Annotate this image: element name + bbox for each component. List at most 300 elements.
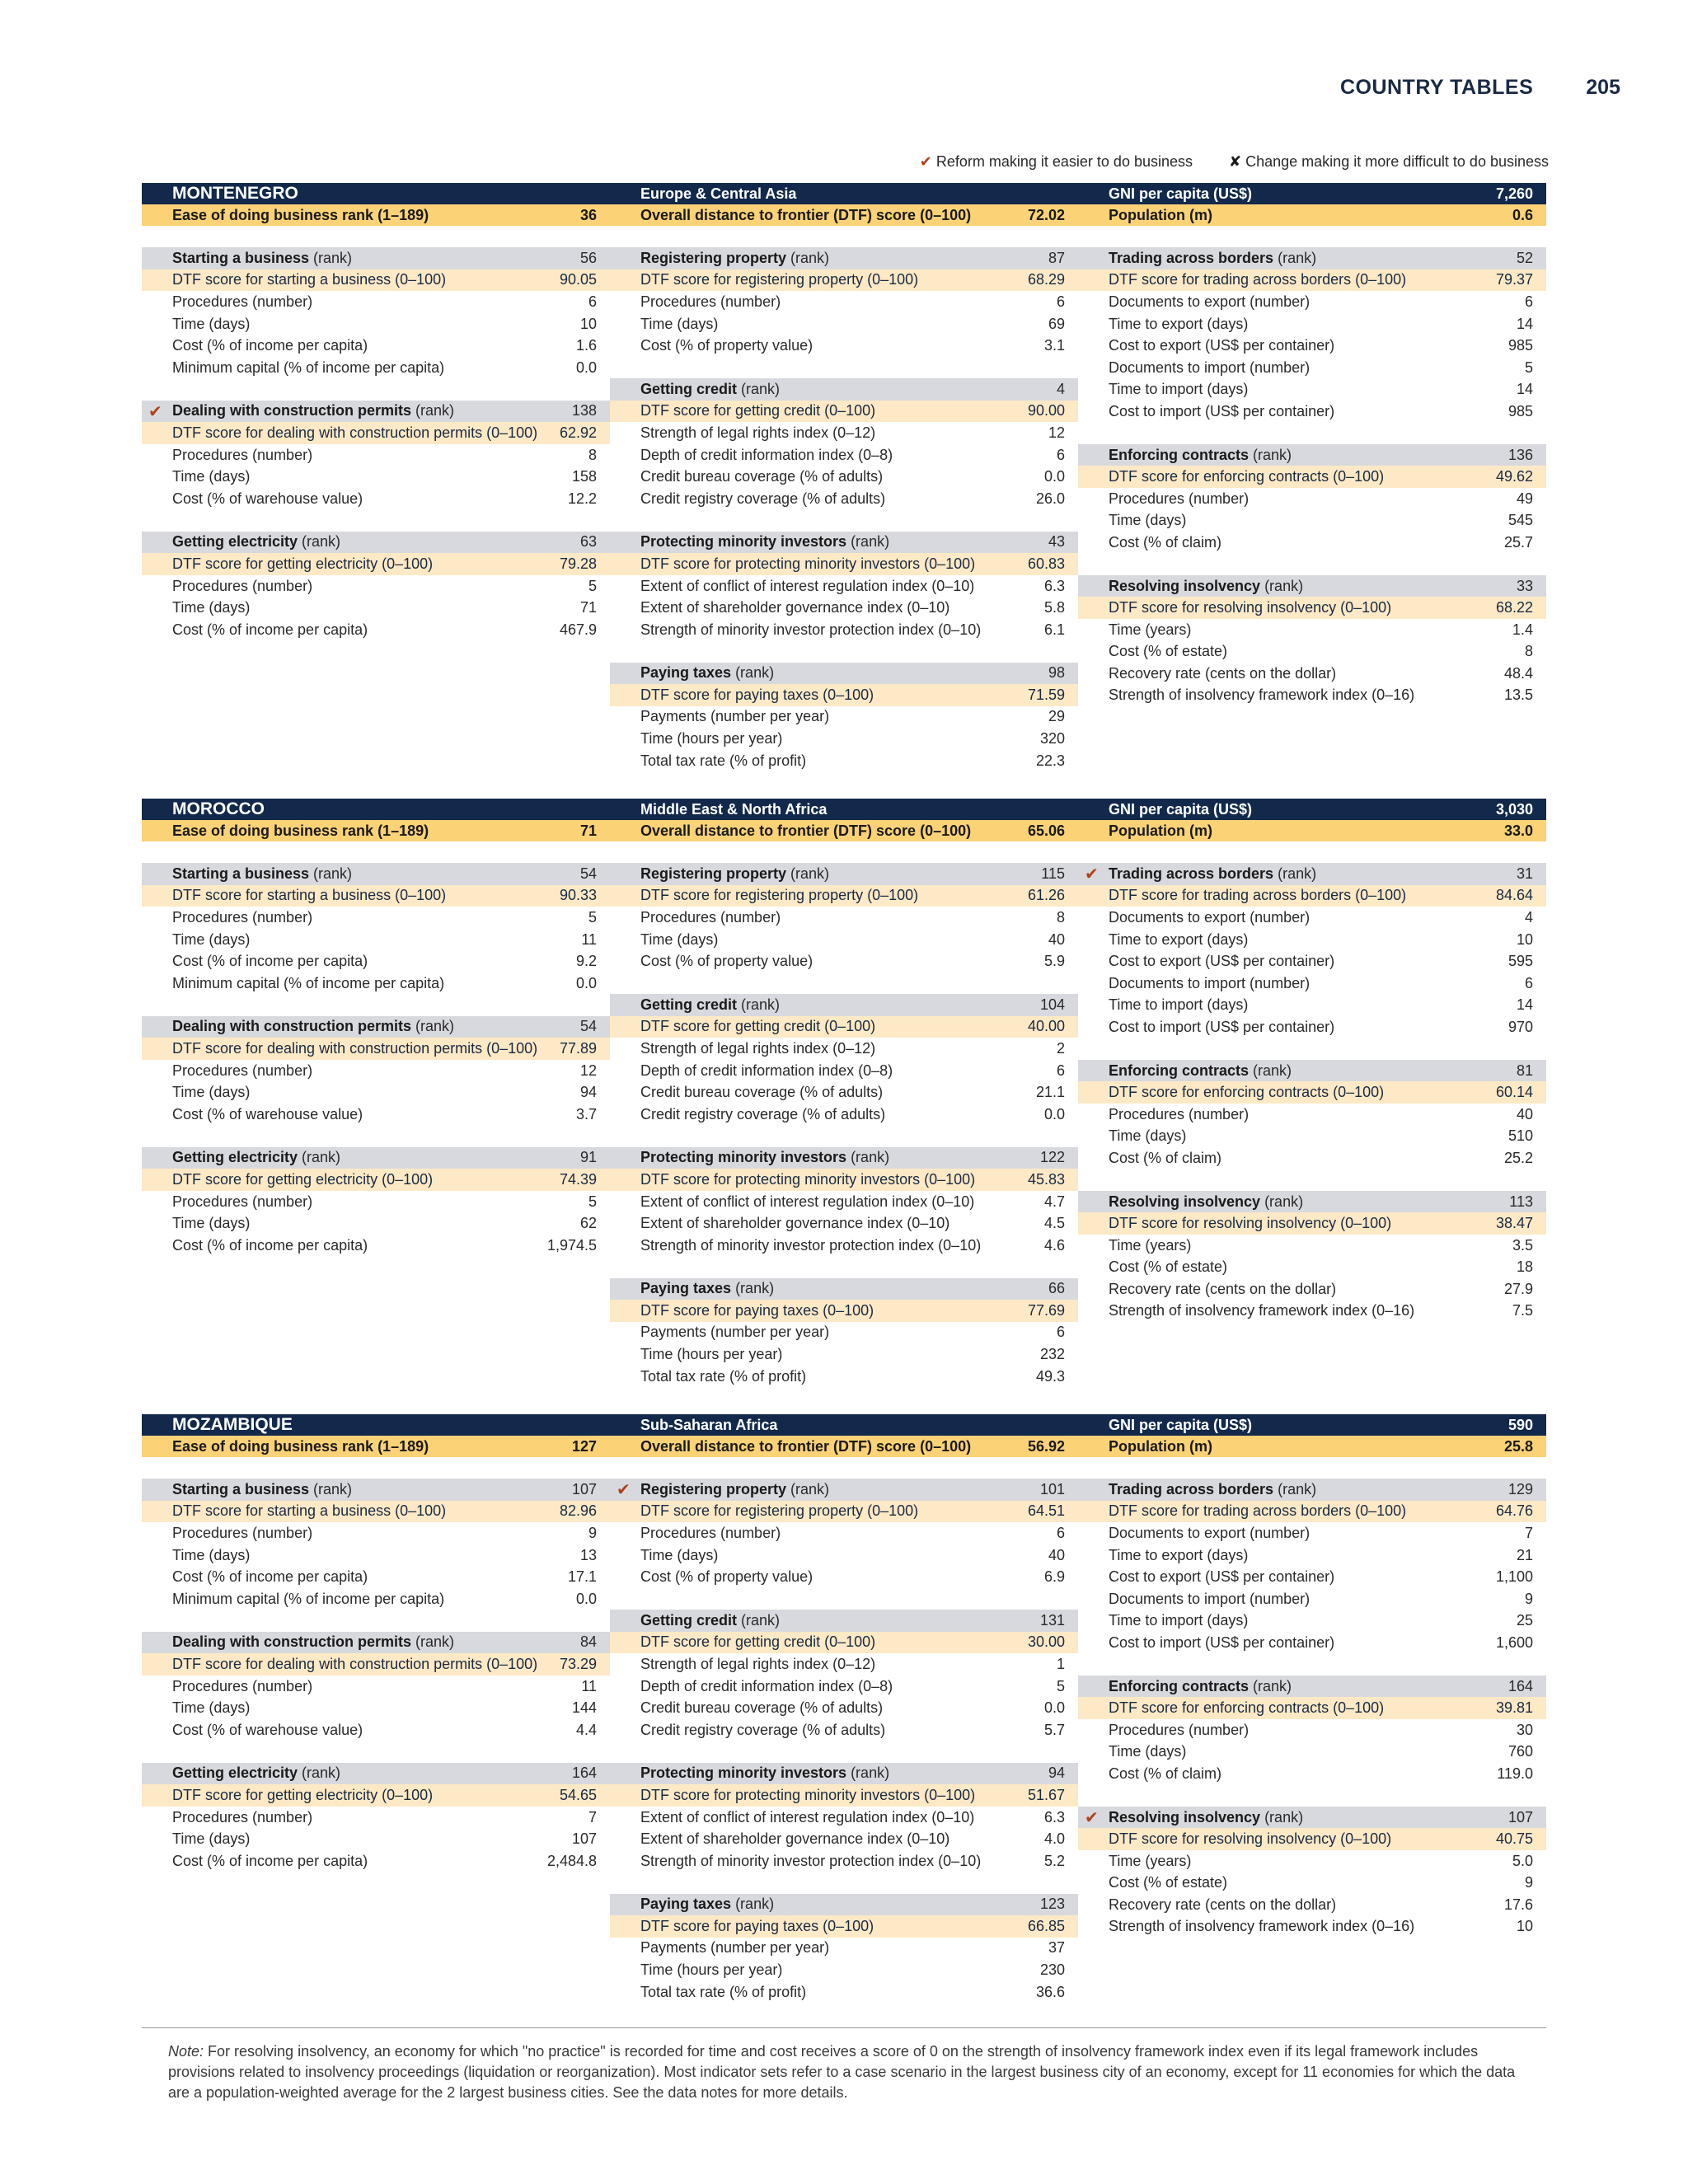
- row-label: Strength of legal rights index (0–12): [640, 1039, 876, 1057]
- row-label: Cost (% of income per capita): [172, 1852, 368, 1869]
- indicator-rank: 107: [571, 1480, 597, 1497]
- row-label: Minimum capital (% of income per capita): [172, 974, 445, 991]
- population-label: Population (m): [1109, 206, 1212, 223]
- indicator-column: [610, 1479, 1078, 2024]
- indicator-rank: 54: [579, 1018, 597, 1035]
- row-value: 1: [1056, 1655, 1065, 1672]
- dtf-score-row: [142, 1784, 610, 1807]
- indicator-header: Starting a business (rank) 56: [142, 247, 610, 269]
- row-value: 22.3: [1035, 752, 1065, 769]
- region: Sub-Saharan Africa: [640, 1416, 778, 1433]
- indicator-rank: 104: [1039, 996, 1065, 1013]
- row-label: DTF score for protecting minority investors (0–100): [640, 1786, 976, 1803]
- row-label: Procedures (number): [172, 577, 313, 594]
- indicator-row: [1078, 685, 1546, 707]
- row-label: DTF score for getting credit (0–100): [640, 402, 876, 419]
- row-value: 26.0: [1035, 490, 1065, 507]
- indicator-rank: 98: [1048, 664, 1065, 682]
- row-label: Total tax rate (% of profit): [640, 1983, 807, 2000]
- indicator-title: Dealing with construction permits: [172, 402, 412, 419]
- row-value: 760: [1507, 1743, 1533, 1760]
- row-label: DTF score for getting credit (0–100): [640, 1018, 876, 1035]
- ease-value: 71: [579, 822, 597, 839]
- indicator-row: [142, 1697, 610, 1719]
- indicator-columns: [142, 863, 1546, 1408]
- row-label: Payments (number per year): [640, 1939, 830, 1957]
- row-label: Strength of insolvency framework index (0–16): [1109, 687, 1415, 704]
- indicator-row: [1078, 1719, 1546, 1741]
- indicator-row: [1078, 1147, 1546, 1169]
- gni-label: GNI per capita (US$): [1109, 185, 1253, 202]
- indicator-row: [610, 488, 1078, 510]
- indicator-columns: [142, 247, 1546, 793]
- row-label: Time to import (days): [1109, 996, 1249, 1014]
- row-value: 79.28: [559, 555, 597, 572]
- row-value: 71: [579, 599, 597, 616]
- indicator-row: [1078, 1126, 1546, 1148]
- row-value: 1.4: [1512, 621, 1533, 638]
- indicator-group: [142, 1016, 610, 1126]
- row-value: 27.9: [1503, 1280, 1533, 1297]
- indicator-row: [1078, 1278, 1546, 1301]
- indicator-group: [142, 1632, 610, 1741]
- row-value: 4: [1524, 908, 1533, 926]
- row-value: 545: [1507, 512, 1533, 529]
- indicator-row: [610, 313, 1078, 335]
- row-value: 0.0: [575, 1590, 597, 1607]
- row-value: 3.1: [1043, 337, 1065, 354]
- dtf-value: 72.02: [1027, 206, 1065, 223]
- indicator-header: Protecting minority investors (rank) 122: [610, 1147, 1078, 1169]
- row-label: Cost to export (US$ per container): [1109, 953, 1335, 970]
- country-summary-bar: [142, 820, 1546, 841]
- indicator-row: [142, 972, 610, 995]
- row-value: 71.59: [1027, 686, 1065, 703]
- row-label: Procedures (number): [172, 293, 313, 310]
- row-value: 14: [1516, 996, 1533, 1014]
- row-value: 48.4: [1503, 664, 1533, 682]
- indicator-row: [1078, 619, 1546, 641]
- dtf-score-row: [1078, 885, 1546, 907]
- country-name: MOROCCO: [172, 799, 265, 818]
- indicator-row: [1078, 1566, 1546, 1588]
- row-value: 73.29: [559, 1655, 597, 1672]
- row-label: Cost (% of property value): [640, 953, 814, 970]
- reform-check-icon: ✔: [1085, 1808, 1099, 1827]
- indicator-group: [1078, 863, 1546, 1038]
- indicator-row: [142, 488, 610, 510]
- note-lead: Note:: [168, 2043, 204, 2060]
- country-name: MOZAMBIQUE: [172, 1415, 293, 1434]
- row-label: DTF score for dealing with construction permits (0–100): [172, 1039, 538, 1057]
- indicator-title: Starting a business: [172, 865, 310, 882]
- indicator-row: [142, 1104, 610, 1126]
- row-label: Extent of conflict of interest regulation index (0–10): [640, 1808, 975, 1825]
- row-label: Time to export (days): [1109, 930, 1249, 948]
- ease-label: Ease of doing business rank (1–189): [172, 206, 429, 223]
- indicator-header: Getting credit (rank) 104: [610, 994, 1078, 1016]
- row-value: 17.6: [1503, 1896, 1533, 1913]
- row-label: Cost (% of warehouse value): [172, 1721, 363, 1738]
- indicator-header: Starting a business (rank) 107: [142, 1479, 610, 1501]
- indicator-row: [142, 1566, 610, 1588]
- row-label: Procedures (number): [1109, 1105, 1250, 1122]
- dtf-label: Overall distance to frontier (DTF) score (0–100): [640, 206, 972, 223]
- dtf-score-row: [1078, 1501, 1546, 1523]
- indicator-rank: 84: [579, 1633, 597, 1651]
- indicator-row: [610, 907, 1078, 929]
- indicator-group: [610, 247, 1078, 357]
- indicator-row: [610, 1191, 1078, 1213]
- row-label: Strength of minority investor protection index (0–10): [640, 1236, 982, 1254]
- row-label: Procedures (number): [172, 1062, 313, 1079]
- row-value: 7: [1524, 1524, 1533, 1541]
- indicator-rank: 131: [1039, 1611, 1065, 1629]
- row-value: 25.2: [1503, 1149, 1533, 1166]
- dtf-score-row: [1078, 1081, 1546, 1104]
- row-value: 0.0: [575, 359, 597, 376]
- indicator-title: Protecting minority investors: [640, 1149, 847, 1166]
- indicator-row: [142, 1588, 610, 1610]
- indicator-group: [1078, 1060, 1546, 1169]
- indicator-rank: 33: [1516, 577, 1533, 594]
- indicator-rank: 123: [1039, 1896, 1065, 1913]
- row-label: Cost (% of claim): [1109, 1765, 1222, 1782]
- indicator-title: Getting credit: [640, 1611, 738, 1629]
- indicator-header: Trading across borders (rank) 129: [1078, 1479, 1546, 1501]
- indicator-row: [610, 1522, 1078, 1544]
- row-value: 49.62: [1495, 468, 1533, 485]
- row-label: Credit registry coverage (% of adults): [640, 1105, 886, 1122]
- indicator-row: [610, 1807, 1078, 1829]
- row-value: 5.0: [1512, 1852, 1533, 1869]
- indicator-group: [1078, 444, 1546, 554]
- row-value: 4.6: [1043, 1236, 1065, 1254]
- row-label: Time (days): [1109, 1127, 1187, 1145]
- indicator-row: [1078, 972, 1546, 995]
- indicator-rank: 4: [1056, 380, 1065, 397]
- row-label: Payments (number per year): [640, 1324, 830, 1341]
- indicator-title: Getting electricity: [172, 533, 298, 551]
- dtf-score-row: [610, 684, 1078, 706]
- row-value: 40.00: [1027, 1018, 1065, 1035]
- row-label: Procedures (number): [172, 1193, 313, 1210]
- row-value: 30.00: [1027, 1633, 1065, 1651]
- note-text: For resolving insolvency, an economy for which "no practice" is recorded for time and cost receives a score of 0 on the strength of insolvency framework index even if its legal framework includes provisions related to insolvency proceedings (liquidation or reorganization). Most indicator sets refer to a case scenario in the largest business city of an economy, except for 11 economies for which the data are a population-weighted average for the 2 largest business cities. See the data notes for more details.: [168, 2043, 1516, 2101]
- indicator-header: Paying taxes (rank) 123: [610, 1894, 1078, 1916]
- country-summary-bar: [142, 1436, 1546, 1457]
- dtf-score-row: [610, 1300, 1078, 1322]
- indicator-group: [142, 401, 610, 510]
- indicator-row: [610, 1828, 1078, 1850]
- indicator-column: [1078, 863, 1546, 1408]
- row-value: 77.69: [1027, 1301, 1065, 1319]
- indicator-row: [142, 444, 610, 466]
- row-value: 49.3: [1035, 1367, 1065, 1385]
- indicator-row: [142, 1081, 610, 1104]
- indicator-group: [610, 1894, 1078, 2004]
- indicator-row: [1078, 488, 1546, 510]
- population-label: Population (m): [1109, 822, 1212, 839]
- indicator-rank: 101: [1039, 1480, 1065, 1497]
- row-value: 1,974.5: [546, 1236, 597, 1254]
- row-value: 36.6: [1035, 1983, 1065, 2000]
- region: Europe & Central Asia: [640, 185, 797, 202]
- row-value: 13.5: [1503, 687, 1533, 704]
- indicator-row: [1078, 995, 1546, 1017]
- row-label: Documents to import (number): [1109, 1590, 1311, 1607]
- indicator-row: [142, 1807, 610, 1829]
- dtf-score-row: [142, 1038, 610, 1060]
- indicator-row: [1078, 641, 1546, 663]
- country-table: [142, 799, 1546, 1408]
- row-value: 62.92: [559, 424, 597, 441]
- row-value: 38.47: [1495, 1215, 1533, 1232]
- row-label: Cost (% of claim): [1109, 1149, 1222, 1166]
- row-value: 107: [571, 1830, 597, 1848]
- indicator-header: Resolving insolvency (rank) 113: [1078, 1191, 1546, 1213]
- row-label: Depth of credit information index (0–8): [640, 1062, 893, 1079]
- row-label: Time (days): [172, 1830, 251, 1848]
- indicator-row: [610, 575, 1078, 598]
- row-label: Recovery rate (cents on the dollar): [1109, 1280, 1337, 1297]
- indicator-title: Getting credit: [640, 996, 738, 1013]
- indicator-group: [610, 1147, 1078, 1257]
- row-value: 9: [1524, 1590, 1533, 1607]
- indicator-rank: 113: [1509, 1193, 1533, 1210]
- row-label: Cost to import (US$ per container): [1109, 1018, 1335, 1035]
- row-label: Time (days): [172, 1084, 251, 1101]
- indicator-group: [142, 532, 610, 641]
- row-value: 230: [1039, 1961, 1065, 1979]
- indicator-rank: 52: [1516, 249, 1533, 266]
- indicator-row: [142, 1191, 610, 1213]
- indicator-header: Protecting minority investors (rank) 43: [610, 532, 1078, 554]
- dtf-score-row: [142, 422, 610, 444]
- row-label: Time (days): [640, 930, 719, 948]
- country-header-bar: [142, 183, 1546, 204]
- indicator-header: Registering property (rank) 115: [610, 863, 1078, 885]
- indicator-group: [610, 378, 1078, 510]
- indicator-row: [142, 907, 610, 929]
- row-label: Cost (% of income per capita): [172, 1568, 368, 1586]
- row-label: Procedures (number): [1109, 1721, 1250, 1738]
- region: Middle East & North Africa: [640, 800, 828, 818]
- row-label: DTF score for starting a business (0–100): [172, 271, 447, 288]
- indicator-rank: 31: [1516, 865, 1533, 882]
- indicator-title: Resolving insolvency: [1109, 1808, 1261, 1825]
- row-value: 7: [588, 1808, 597, 1825]
- row-value: 6: [1056, 293, 1065, 310]
- indicator-group: [1078, 1675, 1546, 1785]
- row-value: 1,600: [1495, 1633, 1533, 1651]
- row-label: DTF score for trading across borders (0–100): [1109, 271, 1407, 288]
- dtf-score-row: [610, 269, 1078, 292]
- row-value: 5: [588, 908, 597, 926]
- indicator-header: ✔ Trading across borders (rank) 31: [1078, 863, 1546, 885]
- indicator-title: Registering property: [640, 865, 787, 882]
- ease-value: 127: [571, 1437, 597, 1455]
- row-value: 6: [1524, 974, 1533, 991]
- row-value: 40: [1516, 1105, 1533, 1122]
- row-label: DTF score for dealing with construction permits (0–100): [172, 1655, 538, 1672]
- row-label: DTF score for dealing with construction permits (0–100): [172, 424, 538, 441]
- indicator-row: [610, 1697, 1078, 1719]
- indicator-group: [1078, 1807, 1546, 1938]
- row-value: 6: [1056, 1524, 1065, 1541]
- row-value: 51.67: [1027, 1786, 1065, 1803]
- indicator-row: [610, 1959, 1078, 1981]
- indicator-row: [610, 466, 1078, 488]
- indicator-row: [1078, 1522, 1546, 1544]
- row-value: 0.0: [575, 974, 597, 991]
- legend: [920, 153, 1549, 171]
- indicator-row: [610, 1938, 1078, 1960]
- indicator-row: [610, 1060, 1078, 1082]
- row-value: 79.37: [1495, 271, 1533, 288]
- row-value: 12: [1048, 424, 1065, 441]
- row-label: DTF score for protecting minority investors (0–100): [640, 555, 976, 572]
- indicator-row: [610, 750, 1078, 772]
- row-value: 4.0: [1043, 1830, 1065, 1848]
- indicator-row: [1078, 1104, 1546, 1126]
- indicator-row: [610, 444, 1078, 466]
- row-label: Cost (% of income per capita): [172, 621, 368, 638]
- row-value: 64.76: [1495, 1502, 1533, 1520]
- country-summary-bar: [142, 204, 1546, 226]
- country-header-bar: [142, 799, 1546, 820]
- row-label: Time (days): [172, 315, 251, 332]
- row-label: DTF score for getting electricity (0–100): [172, 1170, 434, 1188]
- indicator-title: Trading across borders: [1109, 1480, 1274, 1497]
- indicator-row: [1078, 1610, 1546, 1633]
- row-value: 62: [579, 1215, 597, 1232]
- row-label: DTF score for trading across borders (0–100): [1109, 887, 1407, 904]
- dtf-score-row: [1078, 1212, 1546, 1235]
- row-value: 467.9: [559, 621, 597, 638]
- row-value: 10: [1516, 1918, 1533, 1935]
- indicator-row: [1078, 1016, 1546, 1038]
- row-label: Documents to import (number): [1109, 359, 1311, 376]
- indicator-header: Registering property (rank) 87: [610, 247, 1078, 269]
- indicator-row: [1078, 532, 1546, 554]
- indicator-row: [1078, 1588, 1546, 1610]
- indicator-row: [1078, 1301, 1546, 1323]
- dtf-score-row: [610, 1915, 1078, 1938]
- indicator-column: [142, 247, 610, 793]
- row-label: Credit bureau coverage (% of adults): [640, 1699, 884, 1717]
- indicator-title: Paying taxes: [640, 1896, 732, 1913]
- row-value: 13: [579, 1546, 597, 1563]
- legend-reform-harder: ✘ Change making it more difficult to do business: [1229, 153, 1549, 170]
- row-label: Procedures (number): [172, 1677, 313, 1694]
- row-label: Procedures (number): [1109, 490, 1250, 507]
- indicator-title: Registering property: [640, 249, 787, 266]
- indicator-header: Getting credit (rank) 4: [610, 378, 1078, 401]
- indicator-header: Getting electricity (rank) 91: [142, 1147, 610, 1169]
- reform-check-icon: ✔: [1085, 865, 1099, 883]
- row-label: Procedures (number): [172, 1524, 313, 1541]
- row-value: 21: [1516, 1546, 1533, 1563]
- indicator-row: [1078, 950, 1546, 972]
- gni-value: 7,260: [1495, 185, 1533, 202]
- indicator-rank: 164: [1507, 1677, 1533, 1694]
- row-value: 6.9: [1043, 1568, 1065, 1586]
- row-value: 6.3: [1043, 577, 1065, 594]
- dtf-score-row: [1078, 1828, 1546, 1850]
- indicator-row: [610, 1038, 1078, 1060]
- row-label: Cost (% of estate): [1109, 1874, 1228, 1891]
- indicator-row: [610, 1235, 1078, 1257]
- gni-label: GNI per capita (US$): [1109, 1416, 1253, 1433]
- row-label: DTF score for registering property (0–100): [640, 271, 919, 288]
- row-label: Time to import (days): [1109, 1612, 1249, 1629]
- row-label: Procedures (number): [172, 908, 313, 926]
- indicator-row: [142, 597, 610, 619]
- indicator-row: [610, 1653, 1078, 1675]
- indicator-title: Resolving insolvency: [1109, 577, 1261, 594]
- dtf-value: 56.92: [1027, 1437, 1065, 1455]
- indicator-row: [142, 291, 610, 313]
- row-label: Extent of conflict of interest regulation index (0–10): [640, 1193, 975, 1210]
- row-label: Time (hours per year): [640, 1961, 783, 1979]
- row-value: 10: [579, 315, 597, 332]
- indicator-rank: 63: [579, 533, 597, 551]
- row-value: 25.7: [1503, 533, 1533, 551]
- row-label: Time (days): [172, 468, 251, 485]
- indicator-group: [610, 1763, 1078, 1872]
- indicator-title: Protecting minority investors: [640, 1765, 847, 1782]
- row-value: 17.1: [567, 1568, 597, 1586]
- row-value: 5.9: [1043, 953, 1065, 970]
- row-label: Documents to export (number): [1109, 1524, 1311, 1541]
- reform-check-icon: ✔: [617, 1481, 631, 1499]
- gni-label: GNI per capita (US$): [1109, 800, 1253, 818]
- indicator-row: [142, 1235, 610, 1257]
- row-label: Credit bureau coverage (% of adults): [640, 468, 884, 485]
- indicator-title: Dealing with construction permits: [172, 1018, 412, 1035]
- population-value: 25.8: [1503, 1437, 1533, 1455]
- row-value: 6: [1056, 1324, 1065, 1341]
- page-header: [1340, 76, 1620, 100]
- indicator-title: Protecting minority investors: [640, 533, 847, 551]
- dtf-score-row: [142, 1653, 610, 1675]
- row-label: Procedures (number): [640, 908, 781, 926]
- row-label: DTF score for protecting minority investors (0–100): [640, 1170, 976, 1188]
- row-value: 49: [1516, 490, 1533, 507]
- indicator-row: [1078, 1257, 1546, 1279]
- row-value: 5: [588, 577, 597, 594]
- row-label: DTF score for registering property (0–100): [640, 887, 919, 904]
- dtf-score-row: [610, 1632, 1078, 1654]
- row-value: 10: [1516, 930, 1533, 948]
- row-value: 66.85: [1027, 1917, 1065, 1934]
- row-label: Time (days): [172, 1215, 251, 1232]
- dtf-score-row: [610, 553, 1078, 575]
- row-value: 5.2: [1043, 1852, 1065, 1869]
- indicator-row: [142, 1522, 610, 1544]
- row-value: 14: [1516, 381, 1533, 398]
- legend-reform-easier: ✔ Reform making it easier to do business: [919, 153, 1193, 170]
- indicator-rank: 94: [1048, 1765, 1065, 1782]
- indicator-row: [610, 422, 1078, 444]
- row-label: Time (years): [1109, 1236, 1192, 1254]
- row-label: Credit registry coverage (% of adults): [640, 1721, 886, 1738]
- dtf-score-row: [1078, 269, 1546, 292]
- indicator-row: [1078, 1916, 1546, 1938]
- dtf-score-row: [142, 1501, 610, 1523]
- indicator-rank: 107: [1507, 1808, 1533, 1825]
